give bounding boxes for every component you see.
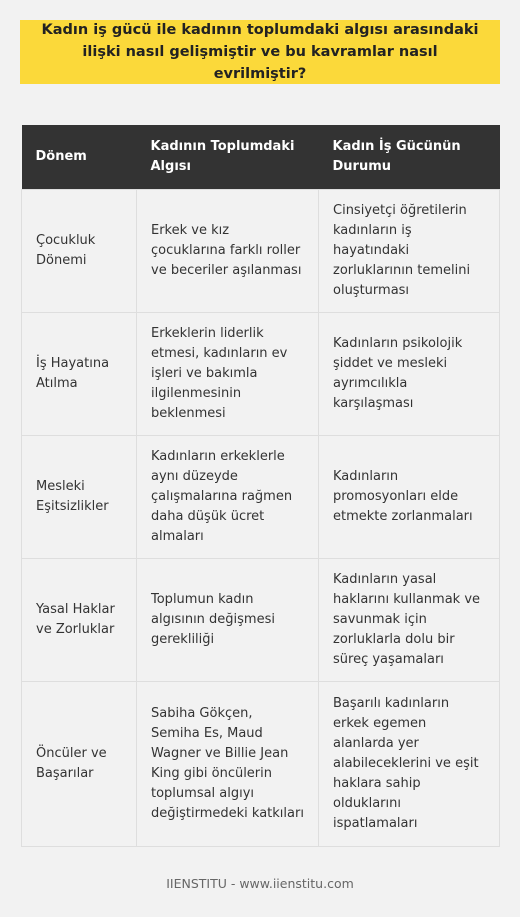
cell-period: Mesleki Eşitsizlikler xyxy=(22,436,137,559)
header-perception: Kadının Toplumdaki Algısı xyxy=(137,125,319,190)
table-row xyxy=(22,190,500,313)
cell-period: Yasal Haklar ve Zorluklar xyxy=(22,559,137,682)
page-title: Kadın iş gücü ile kadının toplumdaki algısı arasındaki ilişki nasıl gelişmiştir ve bu kavramlar nasıl evrilmiştir? xyxy=(41,22,479,82)
comparison-table xyxy=(21,125,500,847)
cell-period: Öncüler ve Başarılar xyxy=(22,682,137,847)
table-row xyxy=(22,436,500,559)
title-banner xyxy=(20,20,500,84)
header-period: Dönem xyxy=(22,125,137,190)
comparison-table-container xyxy=(21,125,499,847)
cell-perception: Toplumun kadın algısının değişmesi gerekliliği xyxy=(137,559,319,682)
cell-workforce: Kadınların yasal haklarını kullanmak ve savunmak için zorluklarla dolu bir süreç yaşamaları xyxy=(319,559,500,682)
cell-period: Çocukluk Dönemi xyxy=(22,190,137,313)
table-row xyxy=(22,313,500,436)
cell-period: İş Hayatına Atılma xyxy=(22,313,137,436)
cell-perception: Kadınların erkeklerle aynı düzeyde çalışmalarına rağmen daha düşük ücret almaları xyxy=(137,436,319,559)
cell-perception: Erkeklerin liderlik etmesi, kadınların ev işleri ve bakımla ilgilenmesinin beklenmesi xyxy=(137,313,319,436)
cell-workforce: Cinsiyetçi öğretilerin kadınların iş hayatındaki zorluklarının temelini oluşturması xyxy=(319,190,500,313)
footer-credit: IIENSTITU - www.iienstitu.com xyxy=(166,876,354,891)
cell-workforce: Kadınların promosyonları elde etmekte zorlanmaları xyxy=(319,436,500,559)
cell-perception: Sabiha Gökçen, Semiha Es, Maud Wagner ve Billie Jean King gibi öncülerin toplumsal algıyı değiştirmedeki katkıları xyxy=(137,682,319,847)
table-row xyxy=(22,682,500,847)
table-row xyxy=(22,559,500,682)
cell-workforce: Kadınların psikolojik şiddet ve mesleki ayrımcılıkla karşılaşması xyxy=(319,313,500,436)
header-workforce: Kadın İş Gücünün Durumu xyxy=(319,125,500,190)
table-header-row xyxy=(22,125,500,190)
cell-perception: Erkek ve kız çocuklarına farklı roller ve beceriler aşılanması xyxy=(137,190,319,313)
cell-workforce: Başarılı kadınların erkek egemen alanlarda yer alabileceklerini ve eşit haklara sahip olduklarını ispatlamaları xyxy=(319,682,500,847)
